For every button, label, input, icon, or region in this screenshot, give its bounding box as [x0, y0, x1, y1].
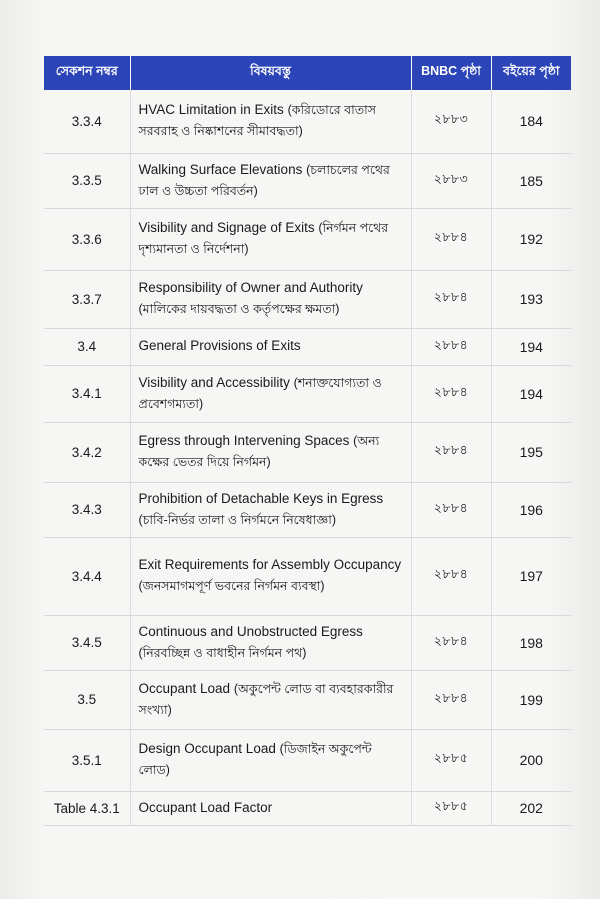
table-row	[44, 670, 571, 729]
topic-title-english: Design Occupant Load	[138, 741, 276, 757]
table-row	[44, 615, 571, 670]
topic-cell	[130, 670, 411, 729]
table-row	[44, 365, 571, 422]
section-number: 3.5.1	[44, 729, 130, 791]
topic-title-english: Continuous and Unobstructed Egress	[138, 623, 363, 639]
section-number: 3.4.2	[44, 422, 130, 482]
table-row	[44, 270, 571, 328]
bnbc-page-number: ২৮৮৫	[411, 729, 491, 791]
section-number: Table 4.3.1	[44, 791, 130, 825]
topic-cell	[130, 328, 411, 365]
topic-title-english: Occupant Load Factor	[138, 799, 273, 815]
table-row	[44, 153, 571, 208]
bnbc-page-number: ২৮৮৫	[411, 791, 491, 825]
topic-cell	[130, 153, 411, 208]
topic-title-english: Prohibition of Detachable Keys in Egress	[138, 490, 384, 506]
topic-title-english: Visibility and Signage of Exits	[138, 220, 315, 236]
book-page-number: 194	[491, 328, 571, 365]
topic-title-english: Walking Surface Elevations	[138, 161, 303, 177]
book-page-number: 202	[491, 791, 571, 825]
book-page-number: 192	[491, 208, 571, 270]
header-book-page: বইয়ের পৃষ্ঠা	[491, 56, 571, 90]
topic-title-bengali: (অন্য কক্ষের ভেতর দিয়ে নির্গমন)	[138, 434, 380, 469]
topic-title-english: Occupant Load	[138, 680, 231, 696]
header-topic: বিষয়বস্তু	[130, 56, 411, 90]
topic-cell	[130, 729, 411, 791]
book-page-number: 195	[491, 422, 571, 482]
book-page-number: 198	[491, 615, 571, 670]
topic-title-english: General Provisions of Exits	[138, 338, 301, 354]
bnbc-page-number: ২৮৮৪	[411, 270, 491, 328]
topic-title-bengali: (করিডোরে বাতাস সরবরাহ ও নিষ্কাশনের সীমাবদ্ধতা)	[138, 103, 376, 139]
topic-cell	[130, 422, 411, 482]
topic-title-bengali: (অকুপেন্ট লোড বা ব্যবহারকারীর সংখ্যা)	[138, 681, 394, 717]
topic-title-english: Visibility and Accessibility	[138, 374, 290, 390]
table-row	[44, 791, 571, 825]
bnbc-page-number: ২৮৮৪	[411, 422, 491, 482]
topic-title-english: Exit Requirements for Assembly Occupancy	[138, 557, 402, 573]
table-row	[44, 482, 571, 537]
table-row	[44, 328, 571, 365]
topic-title-english: HVAC Limitation in Exits	[138, 102, 284, 118]
table-header-row	[44, 56, 571, 90]
bnbc-page-number: ২৮৮৪	[411, 670, 491, 729]
bnbc-page-number: ২৮৮৪	[411, 365, 491, 422]
section-number: 3.5	[44, 670, 130, 729]
bnbc-page-number: ২৮৮৩	[411, 153, 491, 208]
topic-cell	[130, 365, 411, 422]
section-number: 3.4.1	[44, 365, 130, 422]
bnbc-page-number: ২৮৮৪	[411, 615, 491, 670]
topic-cell	[130, 537, 411, 615]
bnbc-page-number: ২৮৮৪	[411, 208, 491, 270]
table-row	[44, 208, 571, 270]
table-row	[44, 729, 571, 791]
book-page-number: 199	[491, 670, 571, 729]
topic-cell	[130, 615, 411, 670]
bnbc-page-number: ২৮৮৪	[411, 482, 491, 537]
topic-title-bengali: (মালিকের দায়বদ্ধতা ও কর্তৃপক্ষের ক্ষমতা)	[138, 302, 340, 316]
bnbc-page-number: ২৮৮৪	[411, 537, 491, 615]
topic-title-bengali: (জনসমাগমপূর্ণ ভবনের নির্গমন ব্যবস্থা)	[138, 579, 325, 593]
book-page-number: 193	[491, 270, 571, 328]
topic-title-bengali: (নিরবচ্ছিন্ন ও বাধাহীন নির্গমন পথ)	[138, 645, 307, 660]
topic-title-bengali: (চাবি-নির্ভর তালা ও নির্গমনে নিষেধাজ্ঞা)	[138, 512, 336, 527]
book-page-number: 185	[491, 153, 571, 208]
section-number: 3.3.4	[44, 90, 130, 153]
topic-title-bengali: (ডিজাইন অকুপেন্ট লোড)	[138, 742, 372, 777]
topic-title-english: Responsibility of Owner and Authority	[138, 280, 363, 296]
book-page-number: 196	[491, 482, 571, 537]
section-number: 3.4.4	[44, 537, 130, 615]
topic-cell	[130, 90, 411, 153]
header-section-number: সেকশন নম্বর	[44, 56, 130, 90]
book-page-number: 184	[491, 90, 571, 153]
topic-title-bengali: (চলাচলের পথের ঢাল ও উচ্চতা পরিবর্তন)	[138, 162, 390, 198]
table-row	[44, 422, 571, 482]
topic-cell	[130, 791, 411, 825]
contents-table	[44, 56, 571, 826]
topic-title-english: Egress through Intervening Spaces	[138, 433, 350, 449]
table-row	[44, 90, 571, 153]
table-row	[44, 537, 571, 615]
section-number: 3.4	[44, 328, 130, 365]
book-page-number: 197	[491, 537, 571, 615]
section-number: 3.4.3	[44, 482, 130, 537]
bnbc-page-number: ২৮৮৪	[411, 328, 491, 365]
book-page-number: 194	[491, 365, 571, 422]
section-number: 3.3.6	[44, 208, 130, 270]
book-page-number: 200	[491, 729, 571, 791]
section-number: 3.3.7	[44, 270, 130, 328]
topic-cell	[130, 208, 411, 270]
section-number: 3.3.5	[44, 153, 130, 208]
topic-title-bengali: (নির্গমন পথের দৃশ্যমানতা ও নির্দেশনা)	[138, 221, 389, 256]
topic-title-bengali: (শনাক্তযোগ্যতা ও প্রবেশগম্যতা)	[138, 375, 382, 411]
bnbc-page-number: ২৮৮৩	[411, 90, 491, 153]
section-number: 3.4.5	[44, 615, 130, 670]
header-bnbc-page: BNBC পৃষ্ঠা	[411, 56, 491, 90]
topic-cell	[130, 482, 411, 537]
topic-cell	[130, 270, 411, 328]
